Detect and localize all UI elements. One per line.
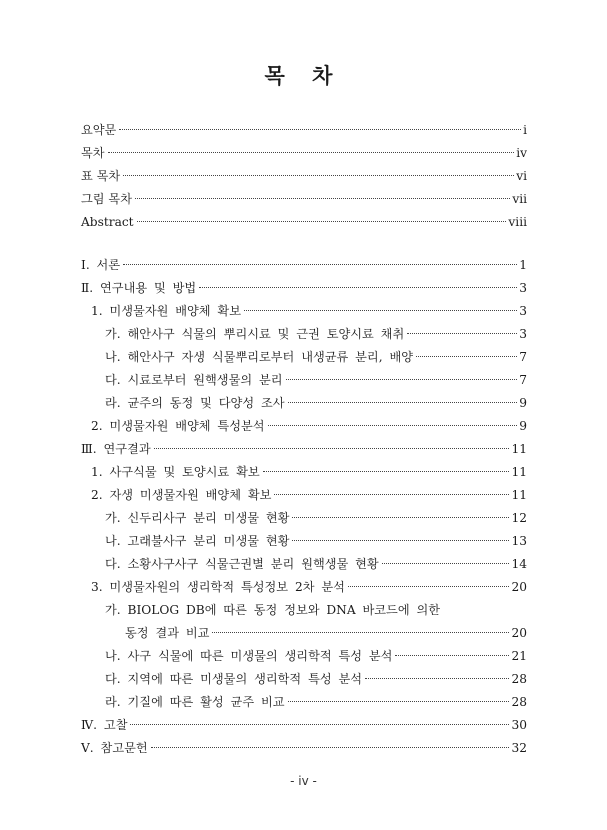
dot-leader — [154, 447, 510, 449]
dot-leader — [130, 723, 509, 725]
toc-entry[interactable] — [81, 211, 527, 233]
dot-leader — [288, 700, 510, 702]
toc-entry-page: 12 — [511, 511, 527, 525]
toc-entry-text: 2. 미생물자원 배양체 특성분석 — [91, 419, 265, 433]
toc-entry-page: 11 — [511, 488, 527, 502]
toc-entry[interactable] — [81, 737, 527, 759]
dot-leader — [407, 332, 517, 334]
toc-entry-text: 나. 사구 식물에 따른 미생물의 생리학적 특성 분석 — [105, 649, 393, 663]
toc-entry[interactable] — [105, 691, 527, 713]
toc-entry-text: Ⅰ. 서론 — [81, 258, 121, 272]
dot-leader — [382, 562, 510, 564]
dot-leader — [416, 355, 517, 357]
toc-entry[interactable] — [125, 622, 527, 644]
toc-entry-page: 32 — [511, 741, 527, 755]
toc-entry-text: Ⅳ. 고찰 — [81, 718, 128, 732]
toc-entry[interactable] — [105, 392, 527, 414]
toc-entry-text: 다. 소황사구사구 식물근권별 분리 원핵생물 현황 — [105, 557, 379, 571]
toc-entry-text: 나. 해안사구 자생 식물뿌리로부터 내생균류 분리, 배양 — [105, 350, 414, 364]
toc-entry[interactable] — [105, 645, 527, 667]
toc-entry-text: 3. 미생물자원의 생리학적 특성정보 2차 분석 — [91, 580, 345, 594]
toc-entry-page: 28 — [511, 695, 527, 709]
toc-entry-page: 11 — [511, 442, 527, 456]
dot-leader — [268, 424, 518, 426]
dot-leader — [263, 470, 510, 472]
dot-leader — [123, 263, 517, 265]
dot-leader — [135, 197, 510, 199]
dot-leader — [199, 286, 517, 288]
toc-entry-text: 그림 목차 — [81, 192, 132, 206]
toc-entry[interactable] — [81, 119, 527, 141]
toc-entry-text: Ⅴ. 참고문헌 — [81, 741, 148, 755]
toc-entry-text: Ⅱ. 연구내용 및 방법 — [81, 281, 197, 295]
toc-entry-text: 다. 지역에 따른 미생물의 생리학적 특성 분석 — [105, 672, 363, 686]
toc-entry[interactable] — [81, 438, 527, 460]
toc-entry[interactable] — [81, 165, 527, 187]
page-number-footer: - iv - — [290, 774, 317, 788]
toc-entry-text: 라. 기질에 따른 활성 균주 비교 — [105, 695, 285, 709]
toc-entry[interactable] — [81, 142, 527, 164]
toc-entry[interactable] — [105, 507, 527, 529]
toc-entry[interactable] — [91, 461, 527, 483]
dot-leader — [123, 174, 514, 176]
toc-entry-page: vii — [512, 192, 527, 206]
toc-entry-page: 20 — [511, 626, 527, 640]
dot-leader — [292, 539, 509, 541]
dot-leader — [108, 151, 515, 153]
toc-entry[interactable] — [105, 346, 527, 368]
toc-entry-page: vi — [516, 169, 527, 183]
toc-entry[interactable] — [81, 188, 527, 210]
toc-entry-page: 1 — [519, 258, 527, 272]
dot-leader — [286, 378, 518, 380]
toc-entry[interactable] — [81, 277, 527, 299]
toc-entry[interactable] — [105, 323, 527, 345]
dot-leader — [365, 677, 509, 679]
toc-entry-page: i — [523, 123, 527, 137]
toc-entry-text: 가. 신두리사구 분리 미생물 현황 — [105, 511, 290, 525]
toc-entry-page: 20 — [511, 580, 527, 594]
page-title: 목 차 — [264, 63, 343, 88]
toc-entry-page: 13 — [511, 534, 527, 548]
toc-entry-page: iv — [516, 146, 527, 160]
toc-entry-text: Abstract — [81, 215, 134, 229]
toc-entry-text: 요약문 — [81, 123, 117, 137]
toc-entry[interactable] — [105, 369, 527, 391]
dot-leader — [395, 654, 509, 656]
dot-leader — [244, 309, 517, 311]
toc-entry-text: 2. 자생 미생물자원 배양체 확보 — [91, 488, 272, 502]
toc-entry-text: 가. 해안사구 식물의 뿌리시료 및 근권 토양시료 채취 — [105, 327, 405, 341]
toc-entry[interactable] — [105, 668, 527, 690]
toc-entry[interactable] — [105, 530, 527, 552]
toc-entry-page: 30 — [511, 718, 527, 732]
toc-entry[interactable] — [105, 553, 527, 575]
toc-entry-text: 1. 미생물자원 배양체 확보 — [91, 304, 241, 318]
toc-entry[interactable] — [81, 254, 527, 276]
toc-entry-page: 9 — [519, 419, 527, 433]
toc-entry-page: 3 — [519, 304, 527, 318]
toc-entry[interactable] — [91, 415, 527, 437]
toc-entry-text: 라. 균주의 동정 및 다양성 조사 — [105, 396, 285, 410]
toc-entry[interactable] — [91, 484, 527, 506]
toc-entry-text: 목차 — [81, 146, 105, 160]
toc-entry-page: 11 — [511, 465, 527, 479]
toc-entry[interactable] — [81, 714, 527, 736]
toc-entry-page: 7 — [519, 350, 527, 364]
dot-leader — [348, 585, 510, 587]
dot-leader — [274, 493, 509, 495]
dot-leader — [288, 401, 518, 403]
toc-entry-text: 1. 사구식물 및 토양시료 확보 — [91, 465, 260, 479]
toc-entry-page: 21 — [511, 649, 527, 663]
toc-entry-page: 14 — [511, 557, 527, 571]
toc-entry-text: 나. 고래불사구 분리 미생물 현황 — [105, 534, 290, 548]
dot-leader — [151, 746, 510, 748]
dot-leader — [212, 631, 509, 633]
toc-entry[interactable] — [91, 300, 527, 322]
toc-entry[interactable] — [91, 576, 527, 598]
toc-entry-text: 동정 결과 비교 — [125, 626, 210, 640]
toc-entry-page: 3 — [519, 327, 527, 341]
toc-entry-text: Ⅲ. 연구결과 — [81, 442, 151, 456]
toc-entry-text: 다. 시료로부터 원핵생물의 분리 — [105, 373, 283, 387]
toc-entry-page: viii — [508, 215, 527, 229]
toc-entry-text: 가. BIOLOG DB에 따른 동정 정보와 DNA 바코드에 의한 — [105, 603, 441, 617]
toc-entry-text: 표 목차 — [81, 169, 121, 183]
toc-entry-page: 9 — [519, 396, 527, 410]
dot-leader — [119, 128, 521, 130]
toc-entry-page: 28 — [511, 672, 527, 686]
toc-entry-page: 3 — [519, 281, 527, 295]
toc-entry-page: 7 — [519, 373, 527, 387]
dot-leader — [137, 220, 507, 222]
dot-leader — [292, 516, 509, 518]
